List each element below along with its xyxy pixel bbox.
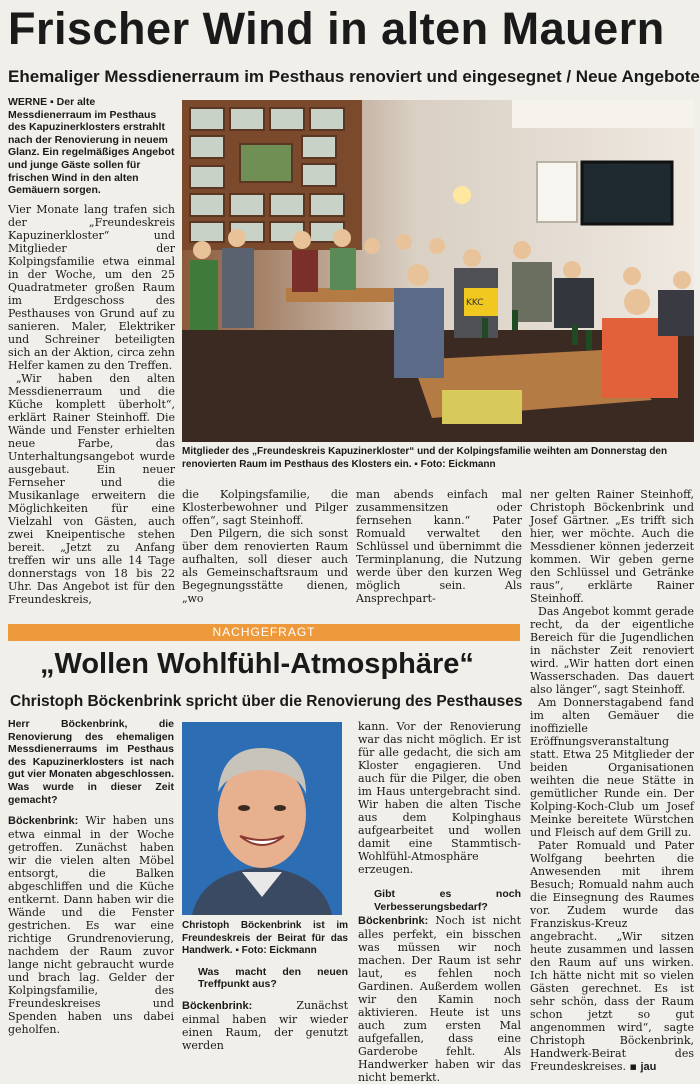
paragraph: Vier Monate lang trafen sich der „Freundeskreis Kapuzinerkloster“ und Mitglieder der Kolpingsfamilie etwa einmal in der Woche, um den 25 Quadratmeter großen Raum im Erdgeschoss des Pesthauses von Grund auf zu sanieren. Maler, Elektriker und Schreiner beteiligten sich an der Aktion, circa zehn Helfer kamen zu den Treffen. xyxy=(8,202,175,372)
interview-column-2 xyxy=(182,920,348,1052)
interview-answer: Böckenbrink: Wir haben uns etwa einmal in der Woche getroffen. Zunächst haben wir die vielen alten Möbel entsorgt, die Balken abgeschliffen und die Küche entkernt. Dann haben wir die Wände und die Fenster gestrichen. Es war eine richtige Grundrenovierung, nachdem der Raum zuvor lange nicht gebraucht wurde und brach lag. Gelder der Kolpingsfamilie, des Freundeskreises und Spenden haben uns dabei geholfen. xyxy=(8,814,175,1037)
article-lead: WERNE ▪ Der alte Messdienerraum im Pesthaus des Kapuzinerklosters erstrahlt nach der Renovierung in neuem Glanz. Ein regelmäßiges Angebot und junge Gäste sollen für frischen Wind in den alten Gemäuern sorgen. xyxy=(8,96,175,197)
paragraph: Das Angebot kommt gerade recht, da der eigentliche Bereich für die Jugendlichen in nächster Zeit renoviert wird. „Wir hatten dort einen Wasserschaden. Das dauert also länger“, sagt Steinhoff. xyxy=(530,605,694,696)
interview-subtitle: Christoph Böckenbrink spricht über die Renovierung des Pesthauses xyxy=(10,693,523,710)
interview-answer: Böckenbrink: Zunächst einmal haben wir wieder einen Raum, der genutzt werden xyxy=(182,998,348,1052)
paragraph: „Wir haben den alten Messdienerraum und die Küche komplett überholt“, erklärt Rainer Steinhoff. Die Wände und Fenster erhielten neue Farbe, das Unterhaltungsangebot wurde ausgebaut. Ein neuer Fernseher und die Musikanlage erweitern die Möglichkeiten für eine Vielzahl von Gästen, auch zwei Kneipentische stehen bereit. „Jetzt zu Anfang treffen wir uns alle 14 Tage donnerstags von 18 bis 22 Uhr. Das Angebot ist für den Freundeskreis, xyxy=(8,371,175,606)
portrait-photo xyxy=(182,722,342,915)
article-column-1 xyxy=(8,96,175,606)
paragraph: die Kolpingsfamilie, die Klosterbewohner und Pilger offen“, sagt Steinhoff. xyxy=(182,488,348,527)
paragraph: Am Donnerstagabend fand im alten Gemäuer die inoffizielle Eröffnungsveranstaltung statt. Etwa 25 Mitglieder der beiden Organisationen weihten die neue Stätte in gemütlicher Runde ein. Der Kolping-Koch-Club um Josef Meinke bereitete Würstchen und Fleisch auf dem Grill zu. xyxy=(530,696,694,839)
section-banner: NACHGEFRAGT xyxy=(8,624,520,641)
speaker-label: Böckenbrink: xyxy=(182,999,253,1012)
article-column-3 xyxy=(356,488,522,605)
article-title: Frischer Wind in alten Mauern xyxy=(8,3,665,54)
apron-lettering: KKC xyxy=(466,298,484,308)
paragraph: Den Pilgern, die sich sonst über dem renovierten Raum aufhalten, soll dieser auch als Gemeinschaftsraum und Begegnungsstätte dienen, „wo xyxy=(182,527,348,605)
lead-text: Der alte Messdienerraum im Pesthaus des Kapuzinerklosters erstrahlt nach der Renovierung in neuem Glanz. Ein regelmäßiges Angebot und junge Gäste sollen für frischen Wind in den alten Gemäuern sorgen. xyxy=(8,96,175,197)
interview-column-3 xyxy=(358,720,521,1084)
interview-question: Gibt es noch Verbesserungsbedarf? xyxy=(374,888,521,913)
portrait-illustration xyxy=(182,722,342,915)
interview-answer: Böckenbrink: Noch ist nicht alles perfekt, ein bisschen was müssen wir noch machen. Der Raum ist sehr laut, es fehlen noch Gardinen. Außerdem wollen wir den Kamin noch aktivieren. Heute ist uns auch zum ersten Mal aufgefallen, dass eine Garderobe fehlt. Als Handwerker haben wir das nicht bemerkt. xyxy=(358,914,521,1084)
speaker-label: Böckenbrink: xyxy=(358,915,429,928)
portrait-caption: Christoph Böckenbrink ist im Freundeskreis der Beirat für das Handwerk. ▪ Foto: Eickmann xyxy=(182,920,348,956)
interview-answer: kann. Vor der Renovierung war das nicht möglich. Er ist für alle gedacht, die sich am Kloster engagieren. Und auch für die Pilger, die oben im Haus untergebracht sind. Wir haben die alten Tische aus dem Kolpinghaus aufgearbeitet und wollen damit eine Stammtisch-Wohlfühl-Atmosphäre erzeugen. xyxy=(358,720,521,876)
interview-question: Herr Böckenbrink, die Renovierung des ehemaligen Messdienerraums im Pesthaus des Kapuzinerklosters ist nach gut vier Monaten abgeschlossen. Was wurde in dieser Zeit gemacht? xyxy=(8,718,174,806)
interview-column-1 xyxy=(8,718,174,1036)
paragraph: Pater Romuald und Pater Wolfgang beehrten die Anwesenden mit ihrem Besuch; Romuald nahm auch die Einsegnung des Raumes vor. Zudem wurde das Franziskus-Kreuz angebracht. „Wir sitzen heute zusammen und lassen den Raum auf uns wirken. Ich hätte nicht mit so vielen Gästen gerechnet. Es ist sehr schön, dass der Raum schon jetzt so gut angenommen wird“, sagte Christoph Böckenbrink, Handwerk-Beirat des Freundeskreises. ▪ jau xyxy=(530,839,694,1073)
author-initials: jau xyxy=(640,1061,657,1073)
paragraph: man abends einfach mal zusammensitzen oder fernsehen kann.“ Pater Romuald verwaltet den Schlüssel und übernimmt die Terminplanung, die Nutzung werde über den kurzen Weg möglich sein. Als Ansprechpart- xyxy=(356,488,522,605)
interview-question: Was macht den neuen Treffpunkt aus? xyxy=(198,965,348,991)
photo-caption: Mitglieder des „Freundeskreis Kapuzinerkloster“ und der Kolpingsfamilie weihten am Donnerstag den renovierten Raum im Pesthaus des Klosters ein. ▪ Foto: Eickmann xyxy=(182,446,668,470)
article-subtitle: Ehemaliger Messdienerraum im Pesthaus renoviert und eingesegnet / Neue Angebote xyxy=(8,67,700,86)
speaker-label: Böckenbrink: xyxy=(8,815,79,828)
group-photo-illustration xyxy=(182,100,694,442)
article-column-2 xyxy=(182,488,348,605)
dateline: WERNE xyxy=(8,96,48,108)
article-photo xyxy=(182,100,694,442)
paragraph: ner gelten Rainer Steinhoff, Christoph Böckenbrink und Josef Gärtner. „Es trifft sich hier, wer möchte. Auch die Messdiener können jederzeit kommen. Wir geben gerne den Schlüssel und Getränke raus“, erklärte Rainer Steinhoff. xyxy=(530,488,694,605)
interview-headline: „Wollen Wohlfühl-Atmosphäre“ xyxy=(40,648,474,680)
article-column-4 xyxy=(530,488,694,1074)
